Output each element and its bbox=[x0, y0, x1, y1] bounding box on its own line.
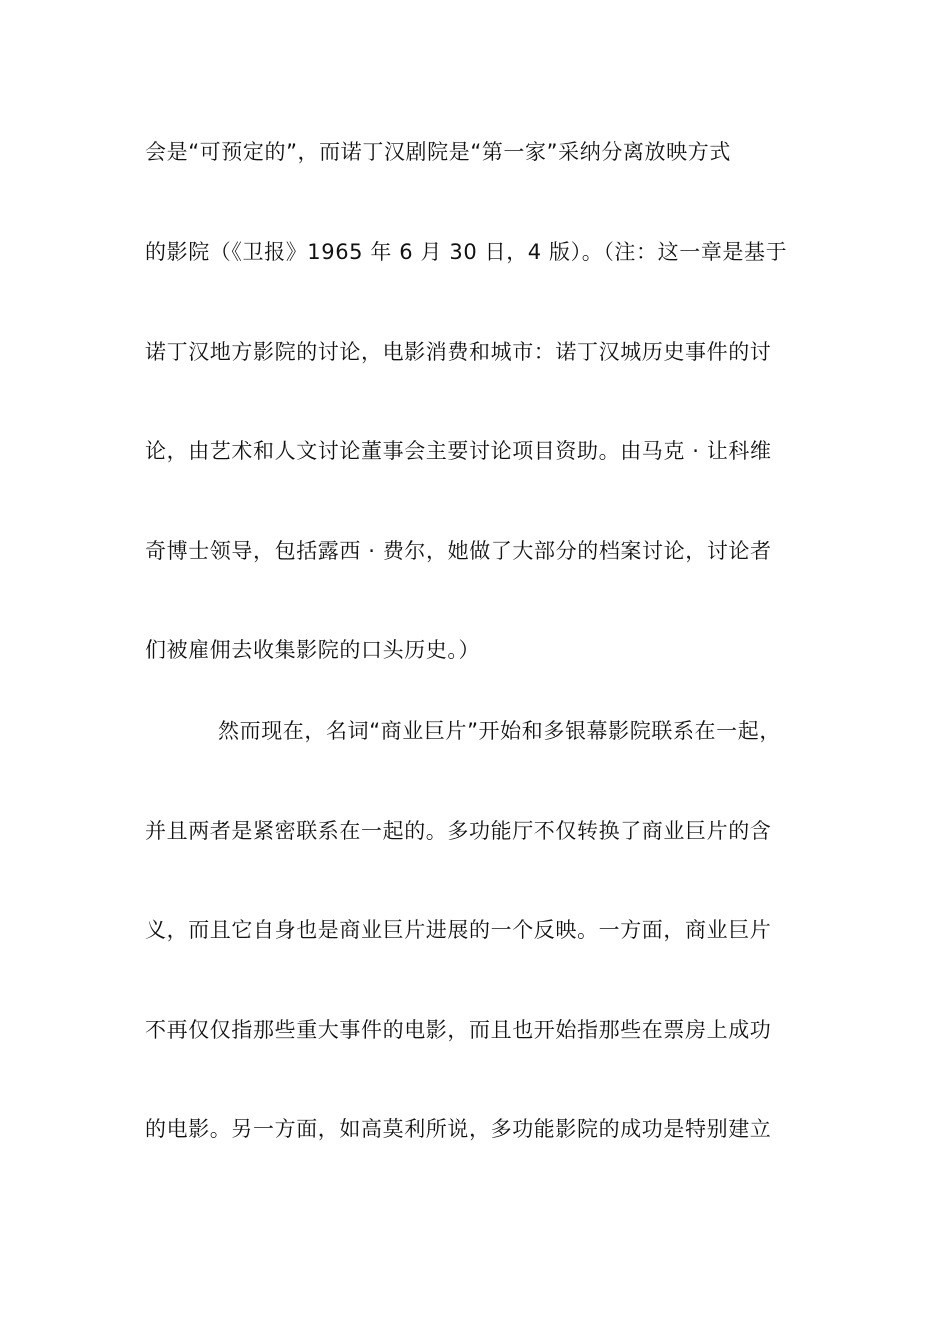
text-line: 的影院（《卫报》1965 年 6 月 30 日，4 版）。（注：这一章是基于 bbox=[145, 240, 788, 264]
text-line: 不再仅仅指那些重大事件的电影，而且也开始指那些在票房上成功 bbox=[145, 1018, 772, 1042]
text-line: 会是“可预定的”，而诺丁汉剧院是“第一家”采纳分离放映方式 bbox=[145, 140, 731, 164]
text-line: 论，由艺术和人文讨论董事会主要讨论项目资助。由马克 · 让科维 bbox=[145, 439, 772, 463]
text-line: 奇博士领导，包括露西 · 费尔，她做了大部分的档案讨论，讨论者 bbox=[145, 539, 772, 563]
text-line: 义，而且它自身也是商业巨片进展的一个反映。一方面，商业巨片 bbox=[145, 918, 772, 942]
text-line: 的电影。另一方面，如高莫利所说，多功能影院的成功是特别建立 bbox=[145, 1117, 772, 1141]
text-line: 诺丁汉地方影院的讨论，电影消费和城市：诺丁汉城历史事件的讨 bbox=[145, 340, 772, 364]
text-line: 并且两者是紧密联系在一起的。多功能厅不仅转换了商业巨片的含 bbox=[145, 819, 772, 843]
text-line: 们被雇佣去收集影院的口头历史。） bbox=[145, 638, 481, 662]
paragraph-first-line: 然而现在，名词“商业巨片”开始和多银幕影院联系在一起， bbox=[218, 719, 781, 743]
